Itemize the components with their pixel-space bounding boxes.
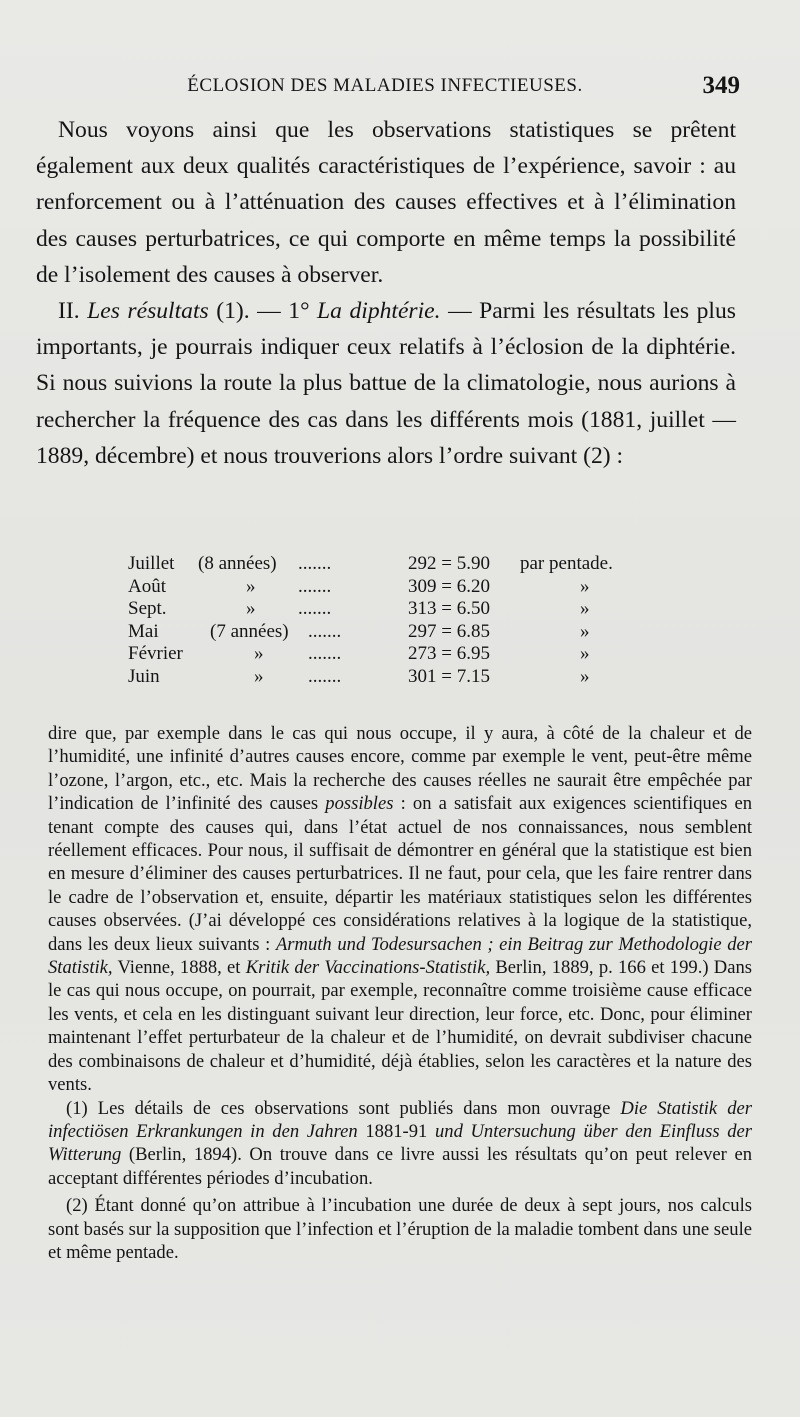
month-cell: Mai xyxy=(128,620,159,642)
footnote-1-text-a: (1) Les détails de ces observations sont publiés dans mon ouvrage xyxy=(66,1097,611,1119)
subsection-title: La diphtérie. xyxy=(317,298,441,325)
month-cell: Sept. xyxy=(128,598,167,619)
value-cell: 273 = 6.95 xyxy=(408,643,490,664)
causes-text-a: dire que, par exemple dans le cas qui nous occupe, il y aura, à côté de la chaleur et de l’humidité, une infinité d’autres causes encore, comme par exemple le vent, peut-être même l’ozone, l’argon, etc., etc. Mais la recherche des causes réelles ne saurait être empêchée par l’indication de l’infinité des causes xyxy=(48,723,752,815)
years-cell: » xyxy=(246,598,256,619)
paragraph-observations: Nous voyons ainsi que les observations statistiques se prêtent également aux deux qualités caractéristiques de l’expérience, savoir : au renforcement ou à l’atténuation des causes effectives et à l’élimination des causes perturbatrices, ce qui comporte en même temps la possibilité de l’isolement des causes à observer. xyxy=(36,117,736,288)
footnote-ref-2: (2) : xyxy=(583,442,624,469)
footnote-2: (2) Étant donné qu’on attribue à l’incubation une durée de deux à sept jours, nos calculs sont basés sur la supposition que l’infection et l’éruption de la maladie tombent dans une seule et même pentade. xyxy=(48,1195,752,1263)
unit-cell: par pentade. xyxy=(520,553,613,574)
years-cell: » xyxy=(246,575,256,597)
causes-text-c: Vienne, 1888, et xyxy=(117,957,241,979)
value-cell: 313 = 6.50 xyxy=(408,598,490,619)
month-cell: Juin xyxy=(128,665,160,687)
subsection-number: — 1° xyxy=(257,298,310,325)
value-cell: 301 = 7.15 xyxy=(408,665,490,687)
table-row xyxy=(128,621,658,644)
ditto-cell: » xyxy=(580,643,590,664)
years-cell: » xyxy=(254,665,264,687)
paragraph-causes xyxy=(48,722,752,1097)
month-cell: Février xyxy=(128,643,183,664)
section-number: II. xyxy=(58,298,80,325)
table-row xyxy=(128,666,658,689)
ditto-cell: » xyxy=(580,665,590,687)
leader-dots: ....... xyxy=(298,553,332,574)
page-header xyxy=(0,72,800,104)
table-row xyxy=(128,643,658,666)
footnote-1 xyxy=(48,1097,752,1191)
month-cell: Juillet xyxy=(128,553,175,574)
leader-dots: ....... xyxy=(308,620,342,642)
value-cell: 297 = 6.85 xyxy=(408,620,490,642)
reference-kritik: Kritik der Vaccinations-Statistik, xyxy=(245,957,491,979)
leader-dots: ....... xyxy=(298,598,332,619)
years-cell: » xyxy=(254,643,264,664)
years-cell: (7 années) xyxy=(210,620,289,642)
table-row xyxy=(128,598,658,621)
footnote-1-years: 1881-91 xyxy=(365,1120,428,1142)
table-row xyxy=(128,553,658,576)
leader-dots: ....... xyxy=(298,575,332,597)
value-cell: 292 = 5.90 xyxy=(408,553,490,574)
month-cell: Août xyxy=(128,575,166,597)
table-row xyxy=(128,576,658,599)
main-text xyxy=(36,112,736,474)
paragraph-results xyxy=(36,293,736,474)
footnote-ref-1: (1). xyxy=(216,298,250,325)
causes-text-d: Berlin, 1889, p. 166 et 199.) Dans le cas qui nous occupe, on pourrait, par exemple, reconnaître comme troisième cause efficace les vents, et cela en les distinguant suivant leur direction, leur force, etc. Donc, pour éliminer maintenant l’effet perturbateur de la chaleur et de l’humidité, on devrait subdiviser chacune des combinaisons de chaleur et d’humidité, déjà établies, selon les caractères et la nature des vents. xyxy=(48,957,752,1096)
section-title: Les résultats xyxy=(87,298,209,325)
reference-armuth: Armuth und Todesursachen ; ein Beitrag zur Methodologie der Statistik, xyxy=(48,933,752,979)
footnote-1-text-c: (Berlin, 1894). On trouve dans ce livre aussi les résultats qu’on peut relever en acceptant différentes périodes d’incubation. xyxy=(48,1144,752,1189)
ditto-cell: » xyxy=(580,575,590,597)
value-cell: 309 = 6.20 xyxy=(408,575,490,597)
footnote-1-book-title: Die Statistik der infectiösen Erkrankungen in den Jahren xyxy=(48,1097,752,1142)
results-text: — Parmi les résultats les plus importants, je pourrais indiquer ceux relatifs à l’éclosion de la diphtérie. Si nous suivions la route la plus battue de la climatologie, nous aurions à rechercher la fréquence des cas dans les différents mois (1881, juillet — 1889, décembre) et nous trouverions alors l’ordre suivant xyxy=(36,298,736,469)
causes-italic-possibles: possibles xyxy=(325,793,394,815)
small-print-section xyxy=(48,722,752,1264)
leader-dots: ....... xyxy=(308,665,342,687)
running-title: ÉCLOSION DES MALADIES INFECTIEUSES. xyxy=(187,75,583,96)
footnote-1-book-subtitle: und Untersuchung über den Einfluss der Witterung xyxy=(48,1120,753,1166)
years-cell: (8 années) xyxy=(198,553,277,574)
page-number: 349 xyxy=(702,72,740,99)
ditto-cell: » xyxy=(580,598,590,619)
monthly-stats-table xyxy=(128,553,658,688)
leader-dots: ....... xyxy=(308,643,342,664)
causes-text-b: : on a satisfait aux exigences scientifiques en tenant compte des causes qui, dans l’état actuel de nos connaissances, nous semblent réellement efficaces. Pour nous, il suffisait de démontrer en général que la statistique est bien en mesure d’éliminer des causes perturbatrices. Il ne faut, pour cela, que les faire rentrer dans le cadre de l’observation et, ensuite, départir les matériaux statistiques selon les différentes causes observées. (J’ai développé ces considérations relatives à la logique de la statistique, dans les deux lieux suivants : xyxy=(48,793,753,955)
ditto-cell: » xyxy=(580,620,590,642)
